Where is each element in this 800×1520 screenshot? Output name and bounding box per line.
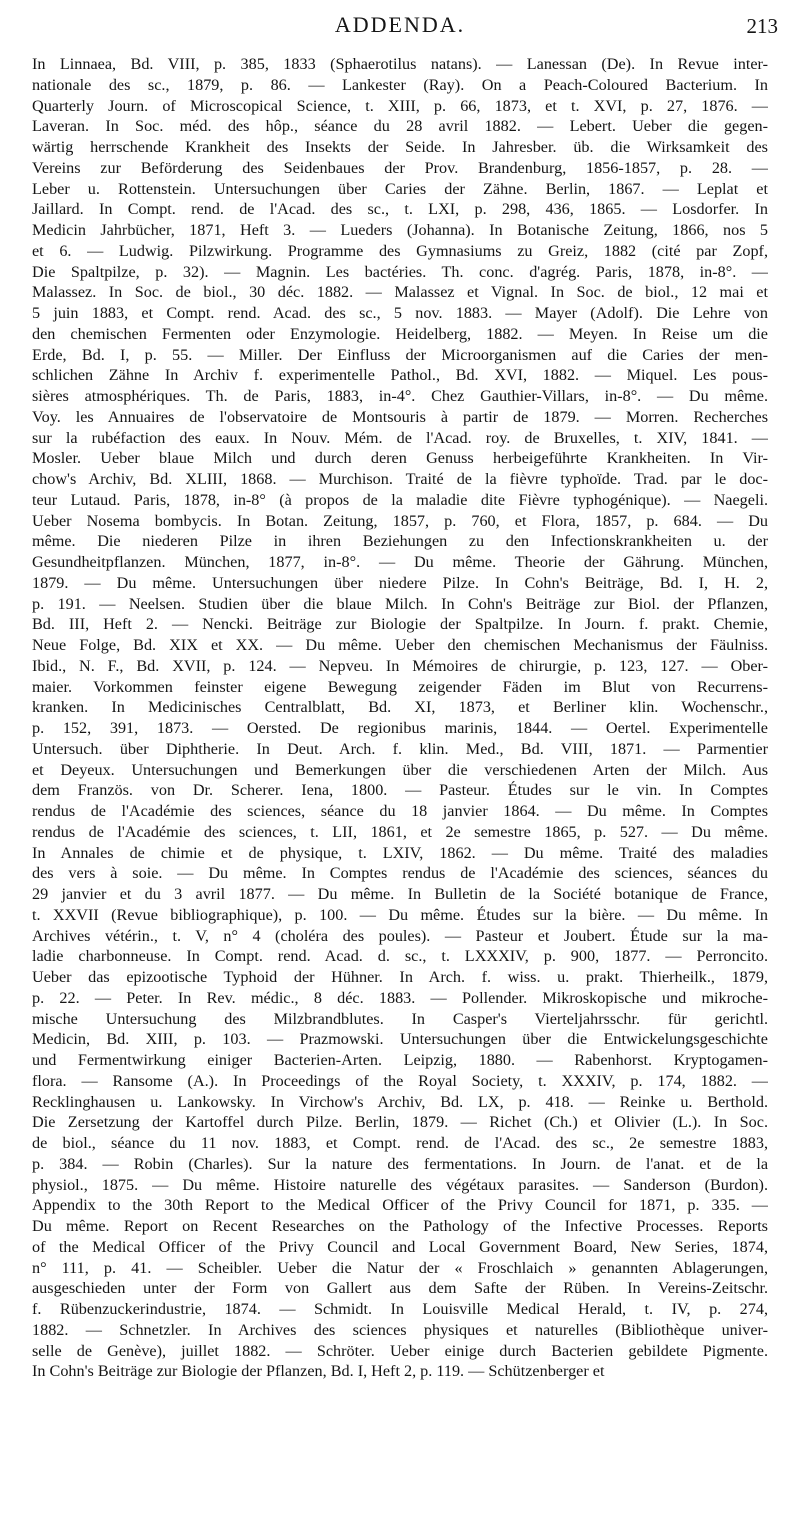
text-line: teur Lutaud. Paris, 1878, in-8° (à propos de la maladie dite Fièvre typhogénique). — Naegeli. (32, 490, 768, 509)
text-line: même. Die niederen Pilze in ihren Beziehungen zu den Infectionskrankheiten u. der (32, 532, 768, 551)
text-line: sur la rubéfaction des eaux. In Nouv. Mém. de l'Acad. roy. de Bruxelles, t. XIV, 1841. — (32, 428, 768, 447)
text-line: den chemischen Fermenten oder Enzymologie. Heidelberg, 1882. — Meyen. In Reise um die (32, 324, 768, 343)
text-line: p. 22. — Peter. In Rev. médic., 8 déc. 1883. — Pollender. Mikroskopische und mikroche- (32, 988, 768, 1007)
text-line: Ueber das epizootische Typhoid der Hühner. In Arch. f. wiss. u. prakt. Thierheilk., 1879, (32, 968, 768, 986)
text-line: maier. Vorkommen feinster eigene Bewegung zeigender Fäden im Blut von Recurrens- (32, 677, 768, 696)
text-line: Die Zersetzung der Kartoffel durch Pilze. Berlin, 1879. — Richet (Ch.) et Olivier (L.). In Soc. (32, 1113, 768, 1132)
page-number: 213 (746, 14, 778, 38)
running-head (0, 12, 800, 46)
text-line: Recklinghausen u. Lankowsky. In Virchow's Archiv, Bd. LX, p. 418. — Reinke u. Berthold. (32, 1092, 768, 1111)
text-line: rendus de l'Académie des sciences, séance du 18 janvier 1864. — Du même. In Comptes (32, 802, 768, 820)
text-line: Vereins zur Beförderung des Seidenbaues der Prov. Brandenburg, 1856-1857, p. 28. — (32, 158, 768, 177)
running-title: ADDENDA. (334, 12, 466, 37)
text-line: des vers à soie. — Du même. In Comptes rendus de l'Académie des sciences, séances du (32, 864, 768, 883)
text-line: et 6. — Ludwig. Pilzwirkung. Programme des Gymnasiums zu Greiz, 1882 (cité par Zopf, (32, 241, 768, 260)
text-line: Du même. Report on Recent Researches on the Pathology of the Infective Processes. Reports (32, 1217, 768, 1235)
text-line: p. 384. — Robin (Charles). Sur la nature des fermentations. In Journ. de l'anat. et de la (32, 1154, 768, 1173)
text-line: Medicin Jahrbücher, 1871, Heft 3. — Lueders (Johanna). In Botanische Zeitung, 1866, nos 5 (32, 221, 768, 239)
text-line: In Cohn's Beiträge zur Biologie der Pflanzen, Bd. I, Heft 2, p. 119. — Schützenberger et (32, 1362, 605, 1381)
text-line: Laveran. In Soc. méd. des hôp., séance du 28 avril 1882. — Lebert. Ueber die gegen- (32, 117, 768, 136)
text-line: Neue Folge, Bd. XIX et XX. — Du même. Ueber den chemischen Mechanismus der Fäulniss. (32, 636, 768, 654)
text-line: de biol., séance du 11 nov. 1883, et Compt. rend. de l'Acad. des sc., 2e semestre 1883, (32, 1134, 768, 1152)
text-line: et Deyeux. Untersuchungen und Bemerkungen über die verschiedenen Arten der Milch. Aus (32, 760, 768, 779)
text-line: Die Spaltpilze, p. 32). — Magnin. Les bactéries. Th. conc. d'agrég. Paris, 1878, in-8°. — (32, 262, 768, 281)
text-line: dem Französ. von Dr. Scherer. Iena, 1800. — Pasteur. Études sur le vin. In Comptes (32, 781, 768, 800)
text-line: wärtig herrschende Krankheit des Insekts der Seide. In Jahresber. üb. die Wirksamkeit des (32, 138, 768, 156)
text-line: Voy. les Annuaires de l'observatoire de Montsouris à partir de 1879. — Morren. Recherches (32, 407, 768, 426)
text-line: 1879. — Du même. Untersuchungen über niedere Pilze. In Cohn's Beiträge, Bd. I, H. 2, (32, 573, 768, 592)
text-line: rendus de l'Académie des sciences, t. LII, 1861, et 2e semestre 1865, p. 527. — Du même. (32, 822, 768, 841)
text-line: t. XXVII (Revue bibliographique), p. 100. — Du même. Études sur la bière. — Du même. In (32, 905, 768, 924)
text-line: Jaillard. In Compt. rend. de l'Acad. des sc., t. LXI, p. 298, 436, 1865. — Losdorfer. In (32, 200, 768, 219)
text-line: nationale des sc., 1879, p. 86. — Lankester (Ray). On a Peach-Coloured Bacterium. In (32, 75, 768, 94)
text-line: Appendix to the 30th Report to the Medical Officer of the Privy Council for 1871, p. 335. — (32, 1196, 768, 1215)
text-line: Erde, Bd. I, p. 55. — Miller. Der Einfluss der Microorganismen auf die Caries der men- (32, 345, 768, 364)
text-line: selle de Genève), juillet 1882. — Schröter. Ueber einige durch Bacterien gebildete Pigmente. (32, 1341, 768, 1360)
text-line: physiol., 1875. — Du même. Histoire naturelle des végétaux parasites. — Sanderson (Burdon). (32, 1175, 768, 1194)
text-line: Mosler. Ueber blaue Milch und durch deren Genuss herbeigeführte Krankheiten. In Vir- (32, 449, 768, 468)
text-line: Gesundheitpflanzen. München, 1877, in-8°. — Du même. Theorie der Gährung. München, (32, 553, 768, 571)
text-line: Medicin, Bd. XIII, p. 103. — Prazmowski. Untersuchungen über die Entwickelungsgeschichte (32, 1030, 768, 1049)
text-line: p. 152, 391, 1873. — Oersted. De regionibus marinis, 1844. — Oertel. Experimentelle (32, 719, 768, 737)
text-line: Ibid., N. F., Bd. XVII, p. 124. — Nepveu. In Mémoires de chirurgie, p. 123, 127. — Ober- (32, 656, 768, 675)
text-line: mische Untersuchung des Milzbrandblutes. In Casper's Vierteljahrsschr. für gerichtl. (32, 1009, 768, 1028)
text-line: und Fermentwirkung einiger Bacterien-Arten. Leipzig, 1880. — Rabenhorst. Kryptogamen- (32, 1051, 768, 1069)
text-line: Bd. III, Heft 2. — Nencki. Beiträge zur Biologie der Spaltpilze. In Journ. f. prakt. Chemie, (32, 615, 768, 634)
text-line: Untersuch. über Diphtherie. In Deut. Arch. f. klin. Med., Bd. VIII, 1871. — Parmentier (32, 739, 768, 758)
text-line: flora. — Ransome (A.). In Proceedings of the Royal Society, t. XXXIV, p. 174, 1882. — (32, 1071, 768, 1090)
text-line: Leber u. Rottenstein. Untersuchungen über Caries der Zähne. Berlin, 1867. — Leplat et (32, 179, 768, 198)
text-line: ladie charbonneuse. In Compt. rend. Acad. d. sc., t. LXXXIV, p. 900, 1877. — Perroncito. (32, 947, 768, 966)
text-line: Archives vétérin., t. V, n° 4 (choléra des poules). — Pasteur et Joubert. Étude sur la ma- (32, 926, 768, 945)
text-line: n° 111, p. 41. — Scheibler. Ueber die Natur der « Froschlaich » genannten Ablagerungen, (32, 1258, 768, 1277)
text-line: Ueber Nosema bombycis. In Botan. Zeitung, 1857, p. 760, et Flora, 1857, p. 684. — Du (32, 511, 768, 530)
text-line: Malassez. In Soc. de biol., 30 déc. 1882. — Malassez et Vignal. In Soc. de biol., 12 mai et (32, 283, 768, 302)
text-line: chow's Archiv, Bd. XLIII, 1868. — Murchison. Traité de la fièvre typhoïde. Trad. par le doc- (32, 470, 768, 488)
text-line: In Annales de chimie et de physique, t. LXIV, 1862. — Du même. Traité des maladies (32, 843, 768, 862)
text-line: 29 janvier et du 3 avril 1877. — Du même. In Bulletin de la Société botanique de France, (32, 885, 768, 903)
text-line: Quarterly Journ. of Microscopical Science, t. XIII, p. 66, 1873, et t. XVI, p. 27, 1876. — (32, 96, 768, 115)
text-line: 1882. — Schnetzler. In Archives des sciences physiques et naturelles (Bibliothèque univer- (32, 1320, 768, 1339)
text-line: f. Rübenzuckerindustrie, 1874. — Schmidt. In Louisville Medical Herald, t. IV, p. 274, (32, 1300, 768, 1318)
text-line: In Linnaea, Bd. VIII, p. 385, 1833 (Sphaerotilus natans). — Lanessan (De). In Revue inter- (32, 55, 768, 73)
text-line: kranken. In Medicinisches Centralblatt, Bd. XI, 1873, et Berliner klin. Wochenschr., (32, 698, 768, 717)
text-line: 5 juin 1883, et Compt. rend. Acad. des sc., 5 nov. 1883. — Mayer (Adolf). Die Lehre von (32, 304, 768, 322)
text-line: schlichen Zähne In Archiv f. experimentelle Pathol., Bd. XVI, 1882. — Miquel. Les pous- (32, 366, 768, 385)
bibliography-text (32, 54, 768, 1382)
text-line: of the Medical Officer of the Privy Council and Local Government Board, New Series, 1874, (32, 1237, 768, 1256)
text-line: p. 191. — Neelsen. Studien über die blaue Milch. In Cohn's Beiträge zur Biol. der Pflanzen, (32, 594, 768, 613)
text-line: ausgeschieden unter der Form von Gallert aus dem Safte der Rüben. In Vereins-Zeitschr. (32, 1279, 768, 1298)
text-line: sières atmosphériques. Th. de Paris, 1883, in-4°. Chez Gauthier-Villars, in-8°. — Du même. (32, 387, 768, 405)
